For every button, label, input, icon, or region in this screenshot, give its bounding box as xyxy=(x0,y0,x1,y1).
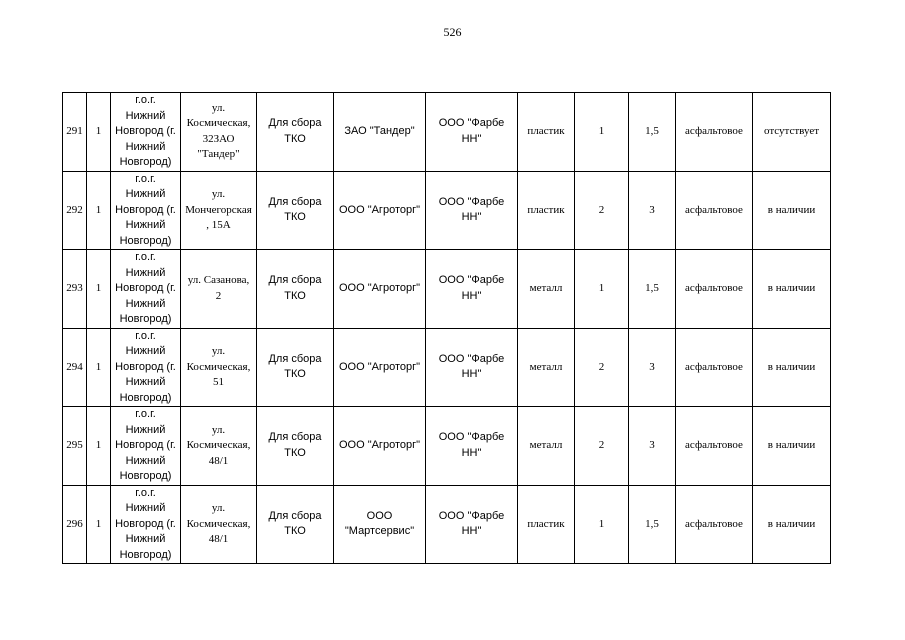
address-line: Космическая, xyxy=(186,439,251,451)
purpose-line: ТКО xyxy=(284,132,306,145)
operator-line: ООО "Фарбе xyxy=(438,509,505,522)
locality-line: Новгород (г. xyxy=(115,360,176,373)
address-line: "Тандер" xyxy=(197,148,240,161)
operator-cell xyxy=(426,250,518,329)
locality-line: Нижний xyxy=(125,376,166,388)
locality-cell xyxy=(111,328,181,407)
address-line: Космическая, xyxy=(186,117,251,130)
owner-cell xyxy=(334,171,426,250)
operator-line: НН" xyxy=(461,368,482,381)
table-row xyxy=(63,171,831,250)
containers-cell: 2 xyxy=(575,407,629,486)
owner-line: ООО "Агроторг" xyxy=(338,439,421,451)
surface-cell: асфальтовое xyxy=(676,328,753,407)
purpose-cell xyxy=(257,328,334,407)
locality-line: Новгород) xyxy=(119,234,172,247)
address-line: 48/1 xyxy=(208,533,229,545)
locality-line: г.о.г. xyxy=(135,408,156,420)
locality-line: Нижний xyxy=(125,533,166,545)
operator-line: ООО "Фарбе xyxy=(438,274,505,287)
table-row xyxy=(63,328,831,407)
operator-cell xyxy=(426,171,518,250)
waste-sites-table xyxy=(62,92,831,564)
row-number-cell: 292 xyxy=(63,171,87,250)
operator-line: ООО "Фарбе xyxy=(438,195,505,208)
address-cell xyxy=(181,250,257,329)
owner-line: ООО "Агроторг" xyxy=(338,282,421,294)
owner-cell xyxy=(334,328,426,407)
address-line: ул. xyxy=(211,101,226,114)
locality-line: Нижний xyxy=(125,219,166,231)
operator-line: НН" xyxy=(461,132,482,145)
locality-line: Нижний xyxy=(125,266,166,279)
address-cell xyxy=(181,485,257,564)
volume-cell: 3 xyxy=(629,171,676,250)
volume-cell: 1,5 xyxy=(629,250,676,329)
containers-cell: 1 xyxy=(575,250,629,329)
operator-line: НН" xyxy=(461,289,482,302)
address-line: 48/1 xyxy=(208,454,229,467)
fence-cell: в наличии xyxy=(753,328,831,407)
locality-line: Нижний xyxy=(125,423,166,436)
operator-line: ООО "Фарбе xyxy=(438,431,505,444)
address-line: ул. xyxy=(211,502,226,514)
containers-cell: 1 xyxy=(575,93,629,172)
row-number-cell: 291 xyxy=(63,93,87,172)
page-number: 526 xyxy=(443,25,462,39)
purpose-line: ТКО xyxy=(284,525,306,538)
locality-cell xyxy=(111,485,181,564)
surface-cell: асфальтовое xyxy=(676,171,753,250)
material-cell: пластик xyxy=(518,93,575,172)
locality-line: Нижний xyxy=(125,345,166,357)
purpose-cell xyxy=(257,171,334,250)
locality-line: Нижний xyxy=(125,188,166,200)
locality-line: Новгород) xyxy=(119,470,172,482)
containers-cell: 2 xyxy=(575,171,629,250)
owner-cell xyxy=(334,485,426,564)
address-cell xyxy=(181,328,257,407)
operator-cell xyxy=(426,485,518,564)
locality-line: Новгород (г. xyxy=(115,125,176,137)
surface-cell: асфальтовое xyxy=(676,407,753,486)
volume-cell: 1,5 xyxy=(629,93,676,172)
locality-line: Нижний xyxy=(125,140,166,153)
count-cell: 1 xyxy=(87,407,111,486)
table-row xyxy=(63,485,831,564)
owner-cell xyxy=(334,250,426,329)
purpose-line: ТКО xyxy=(284,289,306,302)
purpose-cell xyxy=(257,93,334,172)
table-row xyxy=(63,407,831,486)
address-line: ул. xyxy=(211,423,226,436)
count-cell: 1 xyxy=(87,485,111,564)
locality-line: Новгород) xyxy=(119,156,172,168)
purpose-line: ТКО xyxy=(284,446,306,459)
table-body xyxy=(63,93,831,564)
owner-cell xyxy=(334,407,426,486)
locality-line: Нижний xyxy=(125,297,166,310)
locality-line: Нижний xyxy=(125,109,166,122)
count-cell: 1 xyxy=(87,93,111,172)
volume-cell: 3 xyxy=(629,407,676,486)
operator-cell xyxy=(426,407,518,486)
locality-cell xyxy=(111,93,181,172)
containers-cell: 2 xyxy=(575,328,629,407)
operator-line: НН" xyxy=(461,525,482,538)
locality-line: Новгород (г. xyxy=(115,517,176,530)
locality-line: Новгород (г. xyxy=(115,203,176,216)
purpose-line: Для сбора xyxy=(268,117,322,130)
operator-line: ООО "Фарбе xyxy=(438,117,505,130)
volume-cell: 1,5 xyxy=(629,485,676,564)
fence-cell: в наличии xyxy=(753,407,831,486)
owner-line: ООО xyxy=(366,509,393,522)
purpose-line: Для сбора xyxy=(268,509,322,522)
volume-cell: 3 xyxy=(629,328,676,407)
containers-cell: 1 xyxy=(575,485,629,564)
locality-line: г.о.г. xyxy=(135,329,156,342)
address-cell xyxy=(181,171,257,250)
purpose-line: Для сбора xyxy=(268,274,322,287)
operator-line: НН" xyxy=(461,211,482,224)
table-row xyxy=(63,93,831,172)
purpose-cell xyxy=(257,250,334,329)
locality-line: Нижний xyxy=(125,502,166,514)
fence-cell: отсутствует xyxy=(753,93,831,172)
locality-line: г.о.г. xyxy=(135,172,156,185)
locality-line: Новгород) xyxy=(119,391,172,404)
operator-cell xyxy=(426,328,518,407)
address-line: Космическая, xyxy=(186,360,251,373)
owner-line: ООО "Агроторг" xyxy=(338,203,421,216)
address-line: 2 xyxy=(215,289,222,302)
locality-cell xyxy=(111,407,181,486)
material-cell: пластик xyxy=(518,171,575,250)
locality-line: Новгород (г. xyxy=(115,439,176,451)
fence-cell: в наличии xyxy=(753,485,831,564)
locality-cell xyxy=(111,250,181,329)
address-line: Мончегорская xyxy=(185,203,252,216)
purpose-line: Для сбора xyxy=(268,431,322,444)
fence-cell: в наличии xyxy=(753,250,831,329)
material-cell: металл xyxy=(518,328,575,407)
count-cell: 1 xyxy=(87,171,111,250)
address-line: ул. Сазанова, xyxy=(187,274,250,287)
locality-line: г.о.г. xyxy=(135,486,156,499)
row-number-cell: 295 xyxy=(63,407,87,486)
locality-cell xyxy=(111,171,181,250)
locality-line: г.о.г. xyxy=(135,94,156,106)
operator-line: ООО "Фарбе xyxy=(438,352,505,365)
purpose-cell xyxy=(257,485,334,564)
address-line: ул. xyxy=(211,345,226,357)
surface-cell: асфальтовое xyxy=(676,250,753,329)
address-cell xyxy=(181,407,257,486)
owner-line: "Мартсервис" xyxy=(344,525,415,538)
address-line: Космическая, xyxy=(186,517,251,530)
address-line: 32ЗАО xyxy=(202,132,235,145)
address-line: 51 xyxy=(213,376,224,388)
locality-line: Новгород) xyxy=(119,548,172,561)
address-line: ул. xyxy=(211,188,226,200)
operator-line: НН" xyxy=(461,446,482,459)
purpose-line: Для сбора xyxy=(268,195,322,208)
surface-cell: асфальтовое xyxy=(676,485,753,564)
count-cell: 1 xyxy=(87,328,111,407)
operator-cell xyxy=(426,93,518,172)
locality-line: Новгород) xyxy=(119,313,172,325)
surface-cell: асфальтовое xyxy=(676,93,753,172)
locality-line: Нижний xyxy=(125,454,166,467)
fence-cell: в наличии xyxy=(753,171,831,250)
locality-line: г.о.г. xyxy=(135,251,156,263)
material-cell: пластик xyxy=(518,485,575,564)
table-row xyxy=(63,250,831,329)
row-number-cell: 296 xyxy=(63,485,87,564)
row-number-cell: 294 xyxy=(63,328,87,407)
material-cell: металл xyxy=(518,407,575,486)
row-number-cell: 293 xyxy=(63,250,87,329)
owner-cell xyxy=(334,93,426,172)
purpose-line: ТКО xyxy=(284,368,306,381)
address-cell xyxy=(181,93,257,172)
address-line: , 15А xyxy=(206,219,231,231)
purpose-cell xyxy=(257,407,334,486)
purpose-line: ТКО xyxy=(284,211,306,224)
locality-line: Новгород (г. xyxy=(115,282,176,294)
owner-line: ЗАО "Тандер" xyxy=(344,125,415,137)
count-cell: 1 xyxy=(87,250,111,329)
owner-line: ООО "Агроторг" xyxy=(338,360,421,373)
material-cell: металл xyxy=(518,250,575,329)
purpose-line: Для сбора xyxy=(268,352,322,365)
